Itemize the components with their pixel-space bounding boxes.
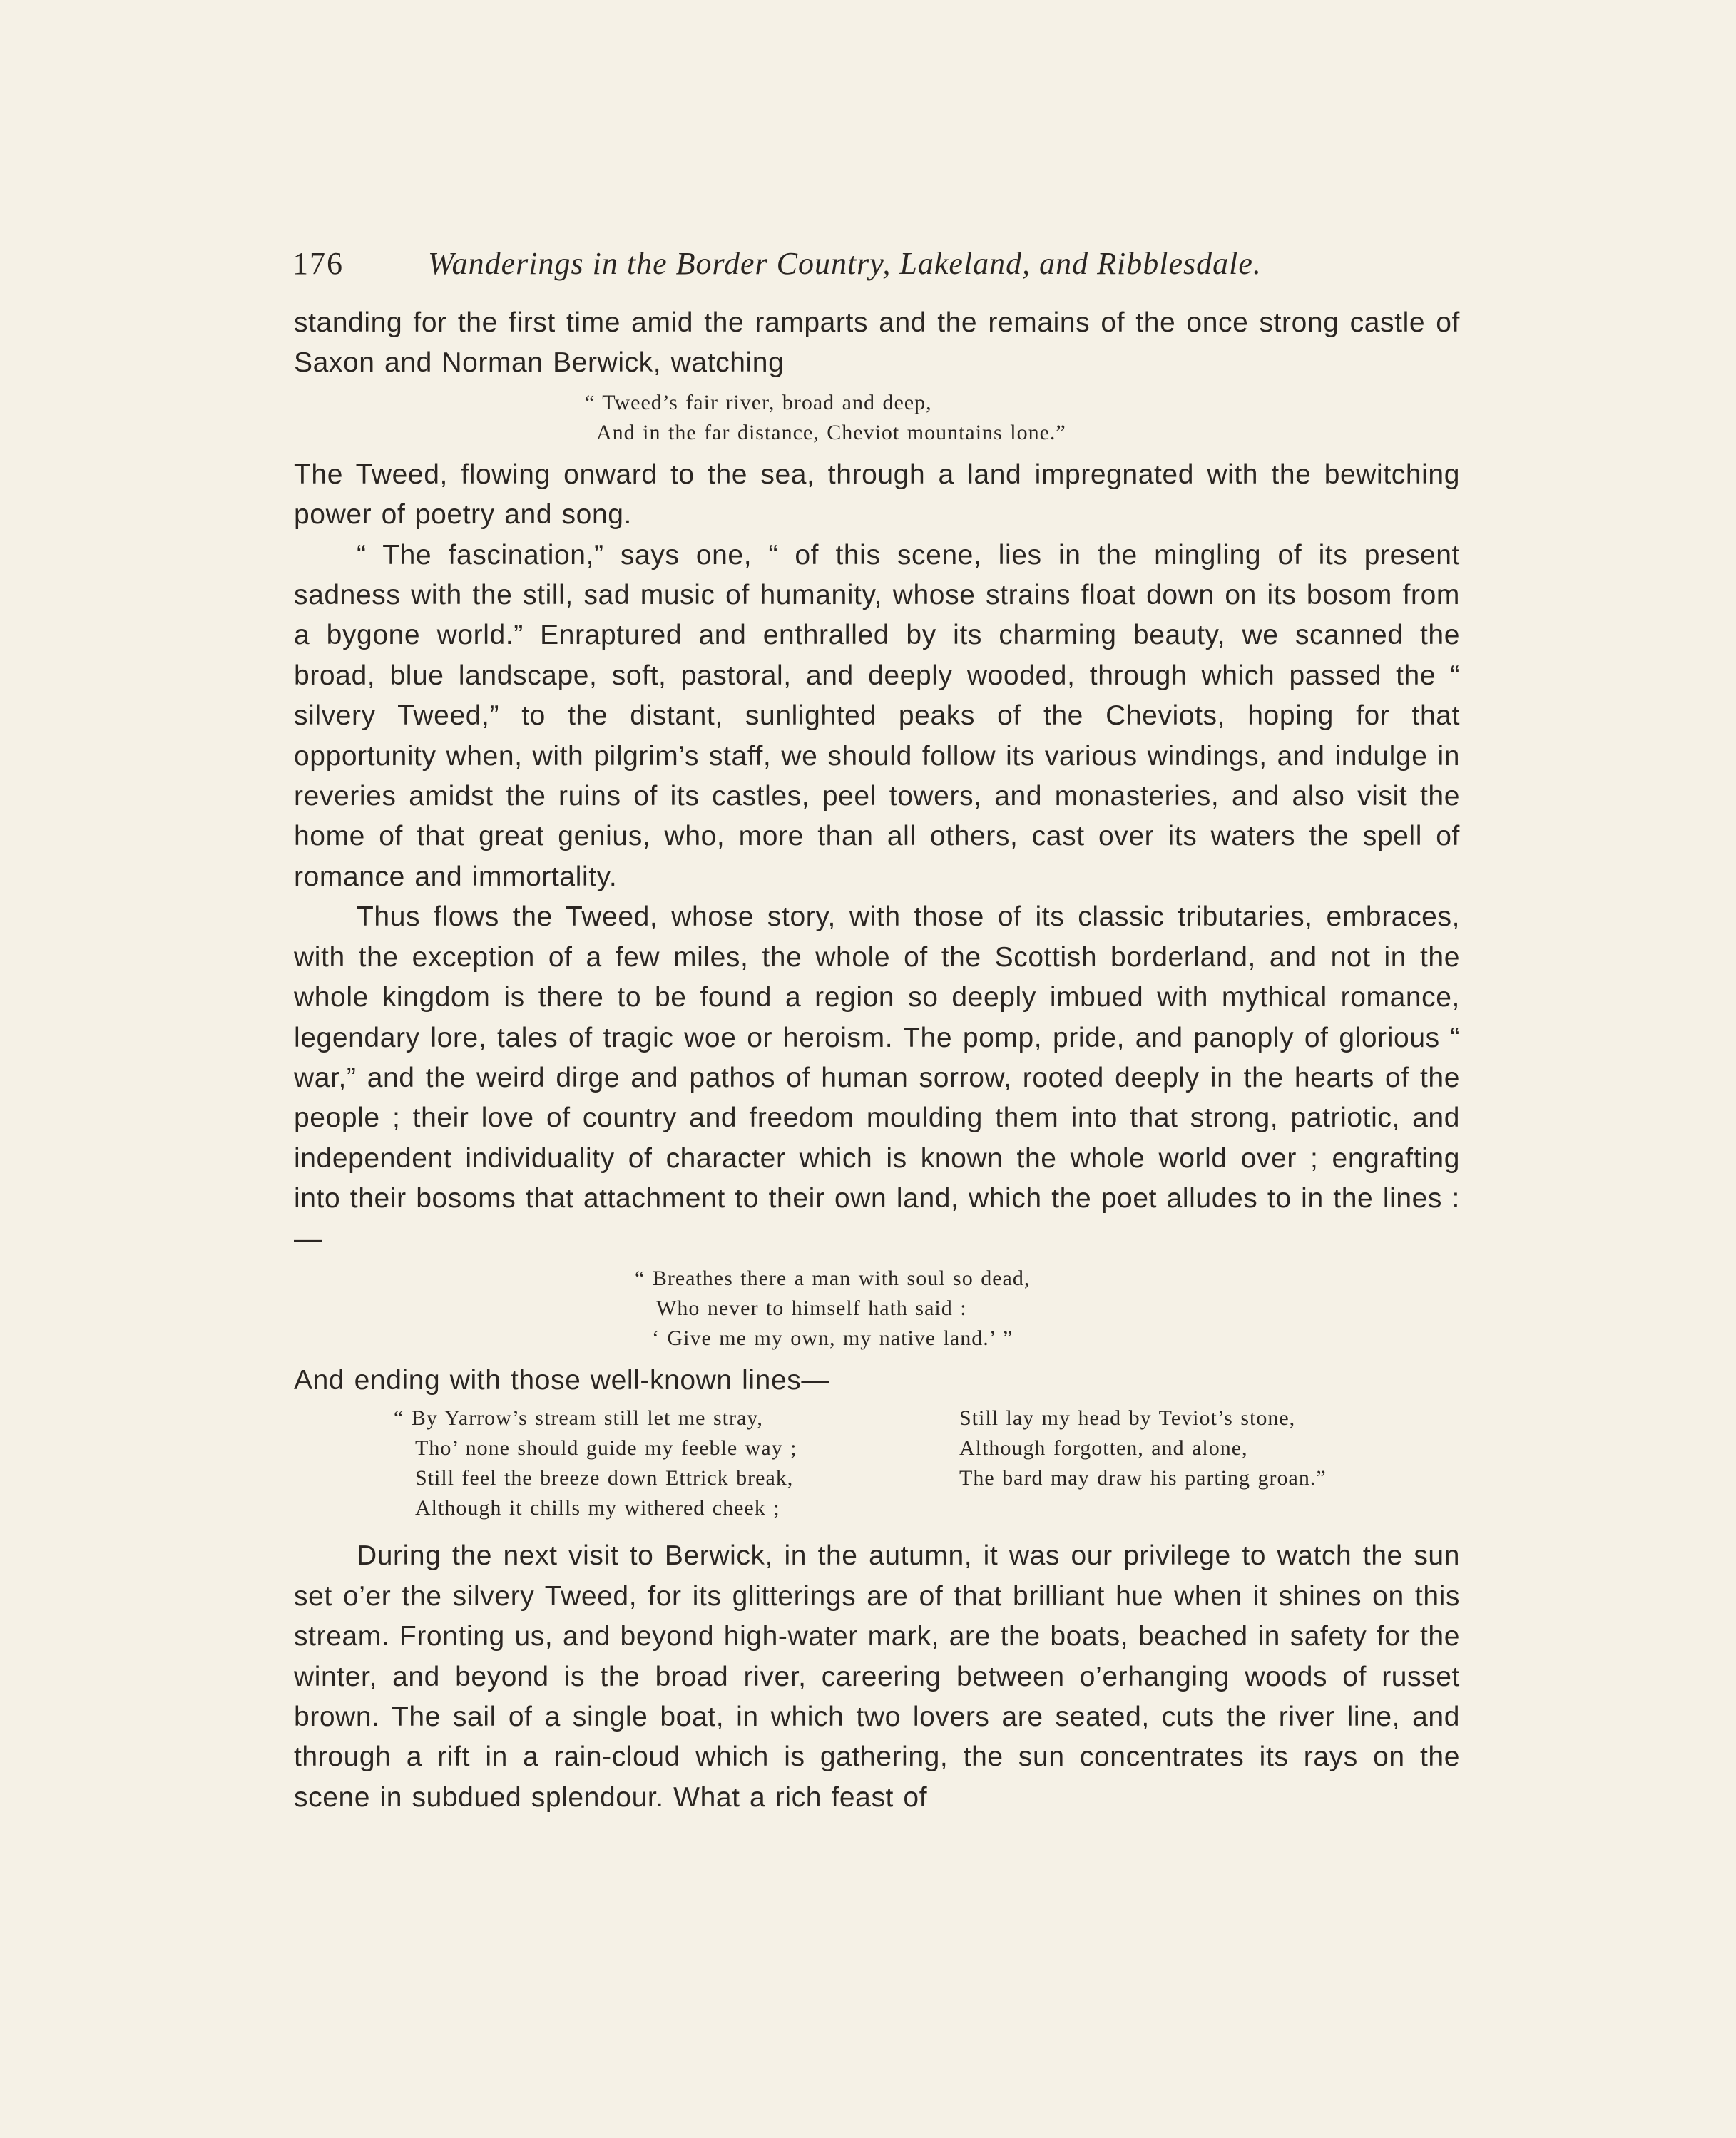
verse-line: And in the far distance, Cheviot mountains lone.”	[596, 420, 1066, 444]
page-header	[292, 239, 1462, 289]
verse-column-right	[959, 1403, 1327, 1493]
verse-line: Still lay my head by Teviot’s stone,	[959, 1406, 1296, 1431]
paragraph-5: And ending with those well-known lines—	[294, 1364, 829, 1396]
verse-quote-2	[635, 1264, 1460, 1354]
paragraph-4: Thus flows the Tweed, whose story, with those of its classic tributaries, embraces, with the exception of a few miles, the whole of the Scottish borderland, and not in the whole kingdom is there to be found a region so deeply imbued with mythical romance, legendary lore, tales of tragic woe or heroism. The pomp, pride, and panoply of glorious “ war,” and the weird dirge and pathos of human sorrow, rooted deeply in the hearts of the people ; their love of country and freedom moulding them into that strong, patriotic, and independent individuality of character which is known the whole world over ; engrafting into their bosoms that attachment to their own land, which the poet alludes to in the lines :—	[294, 901, 1460, 1254]
verse-line: Who never to himself hath said :	[656, 1296, 967, 1320]
paragraph-1: standing for the first time amid the ramparts and the remains of the once strong castle of Saxon and Norman Berwick, watching	[294, 307, 1460, 379]
page-number: 176	[292, 246, 344, 281]
body-text	[294, 303, 1460, 1818]
paragraph-2: The Tweed, flowing onward to the sea, through a land impregnated with the bewitching power of poetry and song.	[294, 459, 1460, 531]
paragraph-6: During the next visit to Berwick, in the autumn, it was our privilege to watch the sun set o’er the silvery Tweed, for its glitterings are of that brilliant hue when it shines on this stream. Fronting us, and beyond high-water mark, are the boats, beached in safety for the winter, and beyond is the broad river, careering between o’erhanging woods of russet brown. The sail of a single boat, in which two lovers are seated, cuts the river line, and through a rift in a rain-cloud which is gathering, the sun concentrates its rays on the scene in subdued splendour. What a rich feast of	[294, 1540, 1460, 1813]
verse-line: “ Breathes there a man with soul so dead,	[635, 1266, 1031, 1290]
verse-line: “ By Yarrow’s stream still let me stray,	[394, 1406, 763, 1431]
verse-quote-1	[585, 388, 1460, 448]
verse-line: The bard may draw his parting groan.”	[959, 1466, 1327, 1490]
verse-column-left	[394, 1403, 797, 1523]
running-title: Wanderings in the Border Country, Lakeland, and Ribblesdale.	[428, 246, 1262, 281]
verse-line: Still feel the breeze down Ettrick break,	[415, 1466, 794, 1490]
verse-line: ‘ Give me my own, my native land.’ ”	[652, 1326, 1013, 1350]
verse-line: Although forgotten, and alone,	[959, 1436, 1248, 1461]
verse-line: Although it chills my withered cheek ;	[415, 1496, 780, 1520]
verse-quote-3	[294, 1403, 1460, 1529]
paragraph-3: “ The fascination,” says one, “ of this scene, lies in the mingling of its present sadness with the still, sad music of humanity, whose strains float down on its bosom from a bygone world.” Enraptured and enthralled by its charming beauty, we scanned the broad, blue landscape, soft, pastoral, and deeply wooded, through which passed the “ silvery Tweed,” to the distant, sunlighted peaks of the Cheviots, hoping for that opportunity when, with pilgrim’s staff, we should follow its various windings, and indulge in reveries amidst the ruins of its castles, peel towers, and monasteries, and also visit the home of that great genius, who, more than all others, cast over its waters the spell of romance and immortality.	[294, 539, 1460, 892]
verse-line: “ Tweed’s fair river, broad and deep,	[585, 390, 932, 414]
verse-line: Tho’ none should guide my feeble way ;	[415, 1436, 797, 1461]
